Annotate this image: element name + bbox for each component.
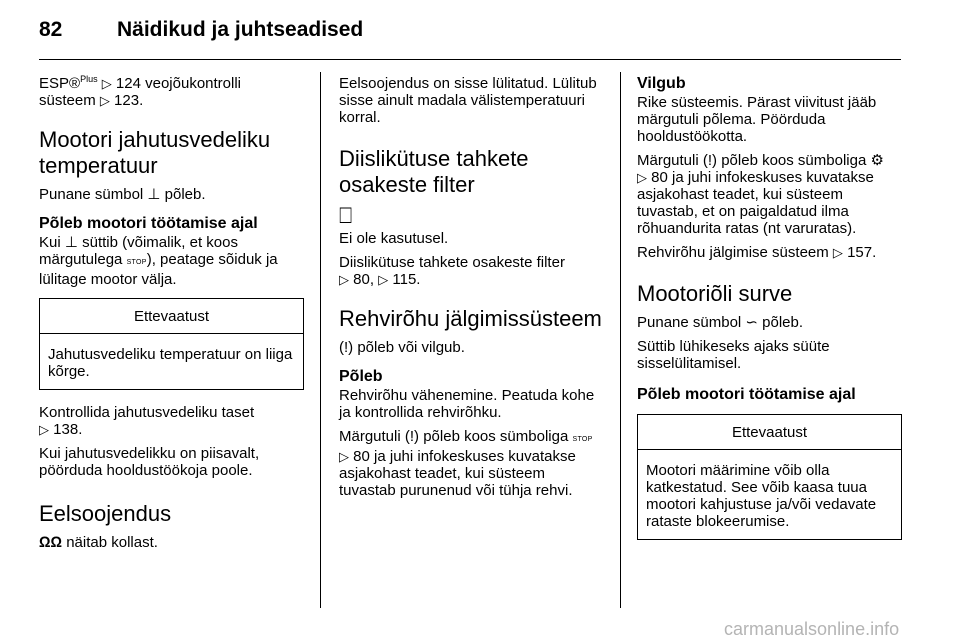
- glow-plug-icon: ΩΩ: [39, 534, 63, 551]
- page-number: 82: [39, 18, 63, 41]
- column-divider-2: [620, 72, 621, 608]
- arrow-ref-icon: ▷: [99, 93, 110, 108]
- caution-title: Ettevaatust: [40, 299, 303, 334]
- intro-paragraph: ESP®$^{Plus}$ ▷ 124 veojõukontrolli süsteem ▷ 123.: [39, 74, 242, 109]
- column-3: [637, 75, 902, 554]
- watermark: carmanualsonline.info: [724, 619, 900, 639]
- heading-preheat: Eelsoojendus: [39, 501, 172, 526]
- column-1: [39, 75, 304, 558]
- flash-paragraph-3: Rehvirõhu jälgimise süsteem ▷ 157.: [637, 244, 877, 261]
- coolant-temperature-icon: ⊥: [147, 186, 161, 203]
- heading-running-oil: Põleb mootori töötamise ajal: [637, 386, 856, 403]
- persist-paragraph: Kui jahutusvedelikku on piisavalt, pöörduda hooldustöökoja poole.: [39, 445, 260, 479]
- header-rule: [39, 59, 901, 60]
- caution-box: [39, 298, 304, 390]
- caution-box-oil: [637, 414, 902, 540]
- preheat-continued: Eelsoojendus on sisse lülitatud. Lülitub sisse ainult madala välistemperatuuri korral.: [339, 75, 597, 126]
- page-header: [39, 18, 363, 42]
- preheat-paragraph: ΩΩ näitab kollast.: [39, 534, 158, 551]
- dpf-paragraph-2: Diislikütuse tahkete osakeste filter ▷ 80, ▷ 115.: [339, 254, 565, 288]
- stop-icon: STOP: [572, 436, 593, 443]
- caution-body: Jahutusvedeliku temperatuur on liiga kõrge.: [48, 346, 293, 380]
- arrow-ref-icon: ▷: [339, 272, 349, 287]
- arrow-ref-icon: ▷: [832, 245, 843, 260]
- dpf-paragraph-1: Ei ole kasutusel.: [339, 230, 449, 247]
- heading-oil: Mootoriõli surve: [637, 281, 793, 306]
- caution-title-oil: Ettevaatust: [638, 415, 901, 450]
- service-wrench-icon: ⚙: [870, 152, 884, 169]
- heading-flash: Vilgub: [637, 75, 686, 92]
- heading-running: Põleb mootori töötamise ajal: [39, 215, 258, 232]
- heading-tpms: Rehvirõhu jälgimissüsteem: [339, 306, 602, 331]
- coolant-temperature-icon: ⊥: [64, 234, 78, 251]
- heading-coolant: Mootori jahutusvedeliku temperatuur: [39, 127, 271, 178]
- arrow-ref-icon: ▷: [101, 76, 112, 91]
- coolant-paragraph: Punane sümbol ⊥ põleb.: [39, 186, 206, 203]
- tyre-pressure-icon: (!): [404, 428, 420, 445]
- arrow-ref-icon: ▷: [637, 170, 647, 185]
- column-divider-1: [320, 72, 321, 608]
- stop-icon: STOP: [126, 259, 147, 266]
- lit-paragraph-2: Märgutuli (!) põleb koos sümboliga STOP ▷ 80 ja juhi infokeskuses kuvatakse asjakohast teadet, kui süsteem tuvastab purunenud või tühja rehvi.: [339, 428, 593, 499]
- tyre-pressure-icon: (!): [339, 339, 354, 356]
- page-title: Näidikud ja juhtseadised: [117, 18, 364, 41]
- running-paragraph: Kui ⊥ süttib (võimalik, et koos märgutulega STOP), peatage sõiduk ja lülitage mootor välja.: [39, 234, 278, 288]
- flash-paragraph-1: Rike süsteemis. Pärast viivitust jääb märgutuli põlema. Pöörduda hooldustöökotta.: [637, 94, 877, 145]
- tpms-paragraph: (!) põleb või vilgub.: [339, 339, 465, 356]
- arrow-ref-icon: ▷: [339, 449, 349, 464]
- oil-can-icon: ∽: [745, 314, 758, 331]
- caution-body-oil: Mootori määrimine võib olla katkestatud. See võib kaasa tuua mootori kahjustuse ja/või vedavate rataste blokeerumise.: [646, 462, 877, 530]
- check-paragraph: Kontrollida jahutusvedeliku taset ▷ 138.: [39, 404, 255, 438]
- column-2: [339, 75, 604, 506]
- oil-paragraph-2: Süttib lühikeseks ajaks süüte sisselülitamisel.: [637, 338, 830, 372]
- flash-paragraph-2: Märgutuli (!) põleb koos sümboliga ⚙ ▷ 80 ja juhi infokeskuses kuvatakse asjakohast teadet, kui süsteem tuvastab, et on paigaldatud ilma rõhuandurita ratas (nt varuratas).: [637, 152, 884, 237]
- diesel-particle-filter-icon: ⎕: [339, 203, 353, 228]
- arrow-ref-icon: ▷: [39, 422, 49, 437]
- oil-paragraph-1: Punane sümbol ∽ põleb.: [637, 314, 804, 331]
- lit-paragraph-1: Rehvirõhu vähenemine. Peatuda kohe ja kontrollida rehvirõhku.: [339, 387, 595, 421]
- arrow-ref-icon: ▷: [378, 272, 389, 287]
- heading-dpf: Diislikütuse tahkete osakeste filter: [339, 146, 529, 197]
- heading-lit: Põleb: [339, 368, 383, 385]
- tyre-pressure-icon: (!): [702, 152, 718, 169]
